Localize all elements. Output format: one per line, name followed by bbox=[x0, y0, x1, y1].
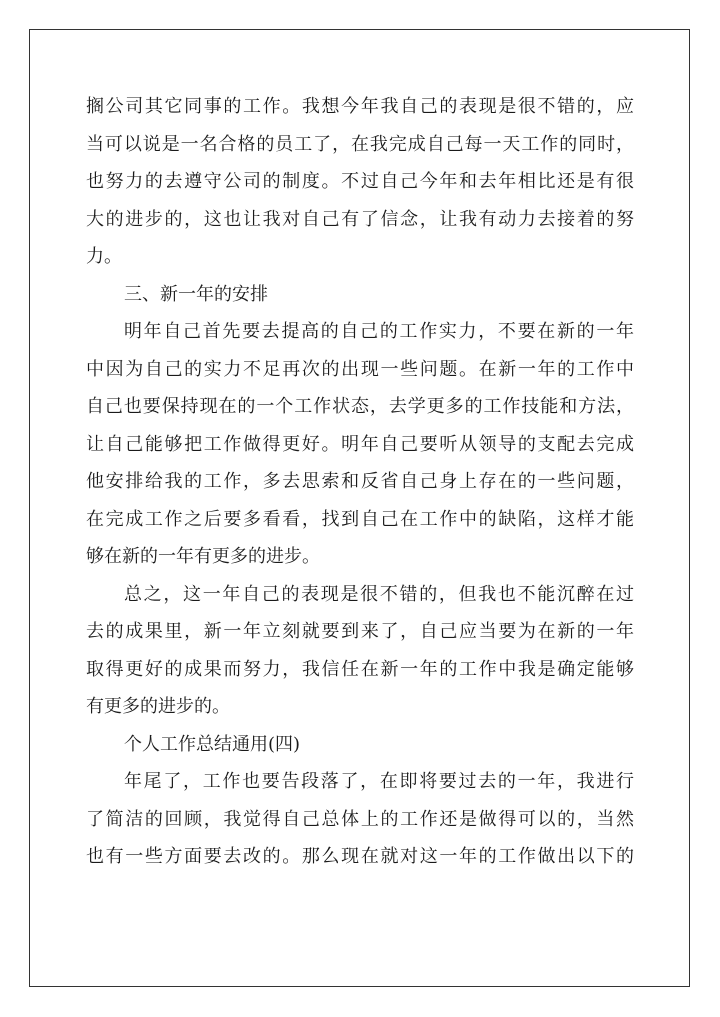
text-line: 去的成果里，新一年立刻就要到来了，自己应当要为在新的一年 bbox=[86, 621, 634, 642]
section-heading: 个人工作总结通用(四) bbox=[124, 733, 301, 755]
text-line: 了简洁的回顾，我觉得自己总体上的工作还是做得可以的，当然 bbox=[86, 808, 634, 830]
section-heading: 三、新一年的安排 bbox=[124, 283, 268, 305]
text-line: 够在新的一年有更多的进步。 bbox=[86, 546, 320, 567]
text-line: 搁公司其它同事的工作。我想今年我自己的表现是很不错的，应 bbox=[86, 96, 634, 117]
text-line: 大的进步的，这也让我对自己有了信念，让我有动力去接着的努 bbox=[86, 208, 634, 230]
text-line: 让自己能够把工作做得更好。明年自己要听从领导的支配去完成 bbox=[86, 433, 634, 455]
text-line: 在完成工作之后要多看看，找到自己在工作中的缺陷，这样才能 bbox=[86, 508, 634, 530]
text-line: 有更多的进步的。 bbox=[86, 696, 230, 717]
text-line: 当可以说是一名合格的员工了，在我完成自己每一天工作的同时， bbox=[86, 133, 634, 155]
paragraph-first-line: 年尾了，工作也要告段落了，在即将要过去的一年，我进行 bbox=[124, 771, 634, 792]
text-line: 取得更好的成果而努力，我信任在新一年的工作中我是确定能够 bbox=[86, 658, 634, 680]
document-body bbox=[86, 88, 634, 876]
paragraph-first-line: 明年自己首先要去提高的自己的工作实力，不要在新的一年 bbox=[124, 321, 634, 342]
text-line: 也努力的去遵守公司的制度。不过自己今年和去年相比还是有很 bbox=[86, 171, 634, 192]
paragraph-first-line: 总之，这一年自己的表现是很不错的，但我也不能沉醉在过 bbox=[124, 583, 634, 605]
text-line: 中因为自己的实力不足再次的出现一些问题。在新一年的工作中 bbox=[86, 358, 634, 380]
text-line: 也有一些方面要去改的。那么现在就对这一年的工作做出以下的 bbox=[86, 846, 634, 867]
text-line: 自己也要保持现在的一个工作状态，去学更多的工作技能和方法， bbox=[86, 396, 634, 417]
text-line: 他安排给我的工作，多去思索和反省自己身上存在的一些问题， bbox=[86, 471, 634, 492]
text-line: 力。 bbox=[86, 246, 122, 267]
